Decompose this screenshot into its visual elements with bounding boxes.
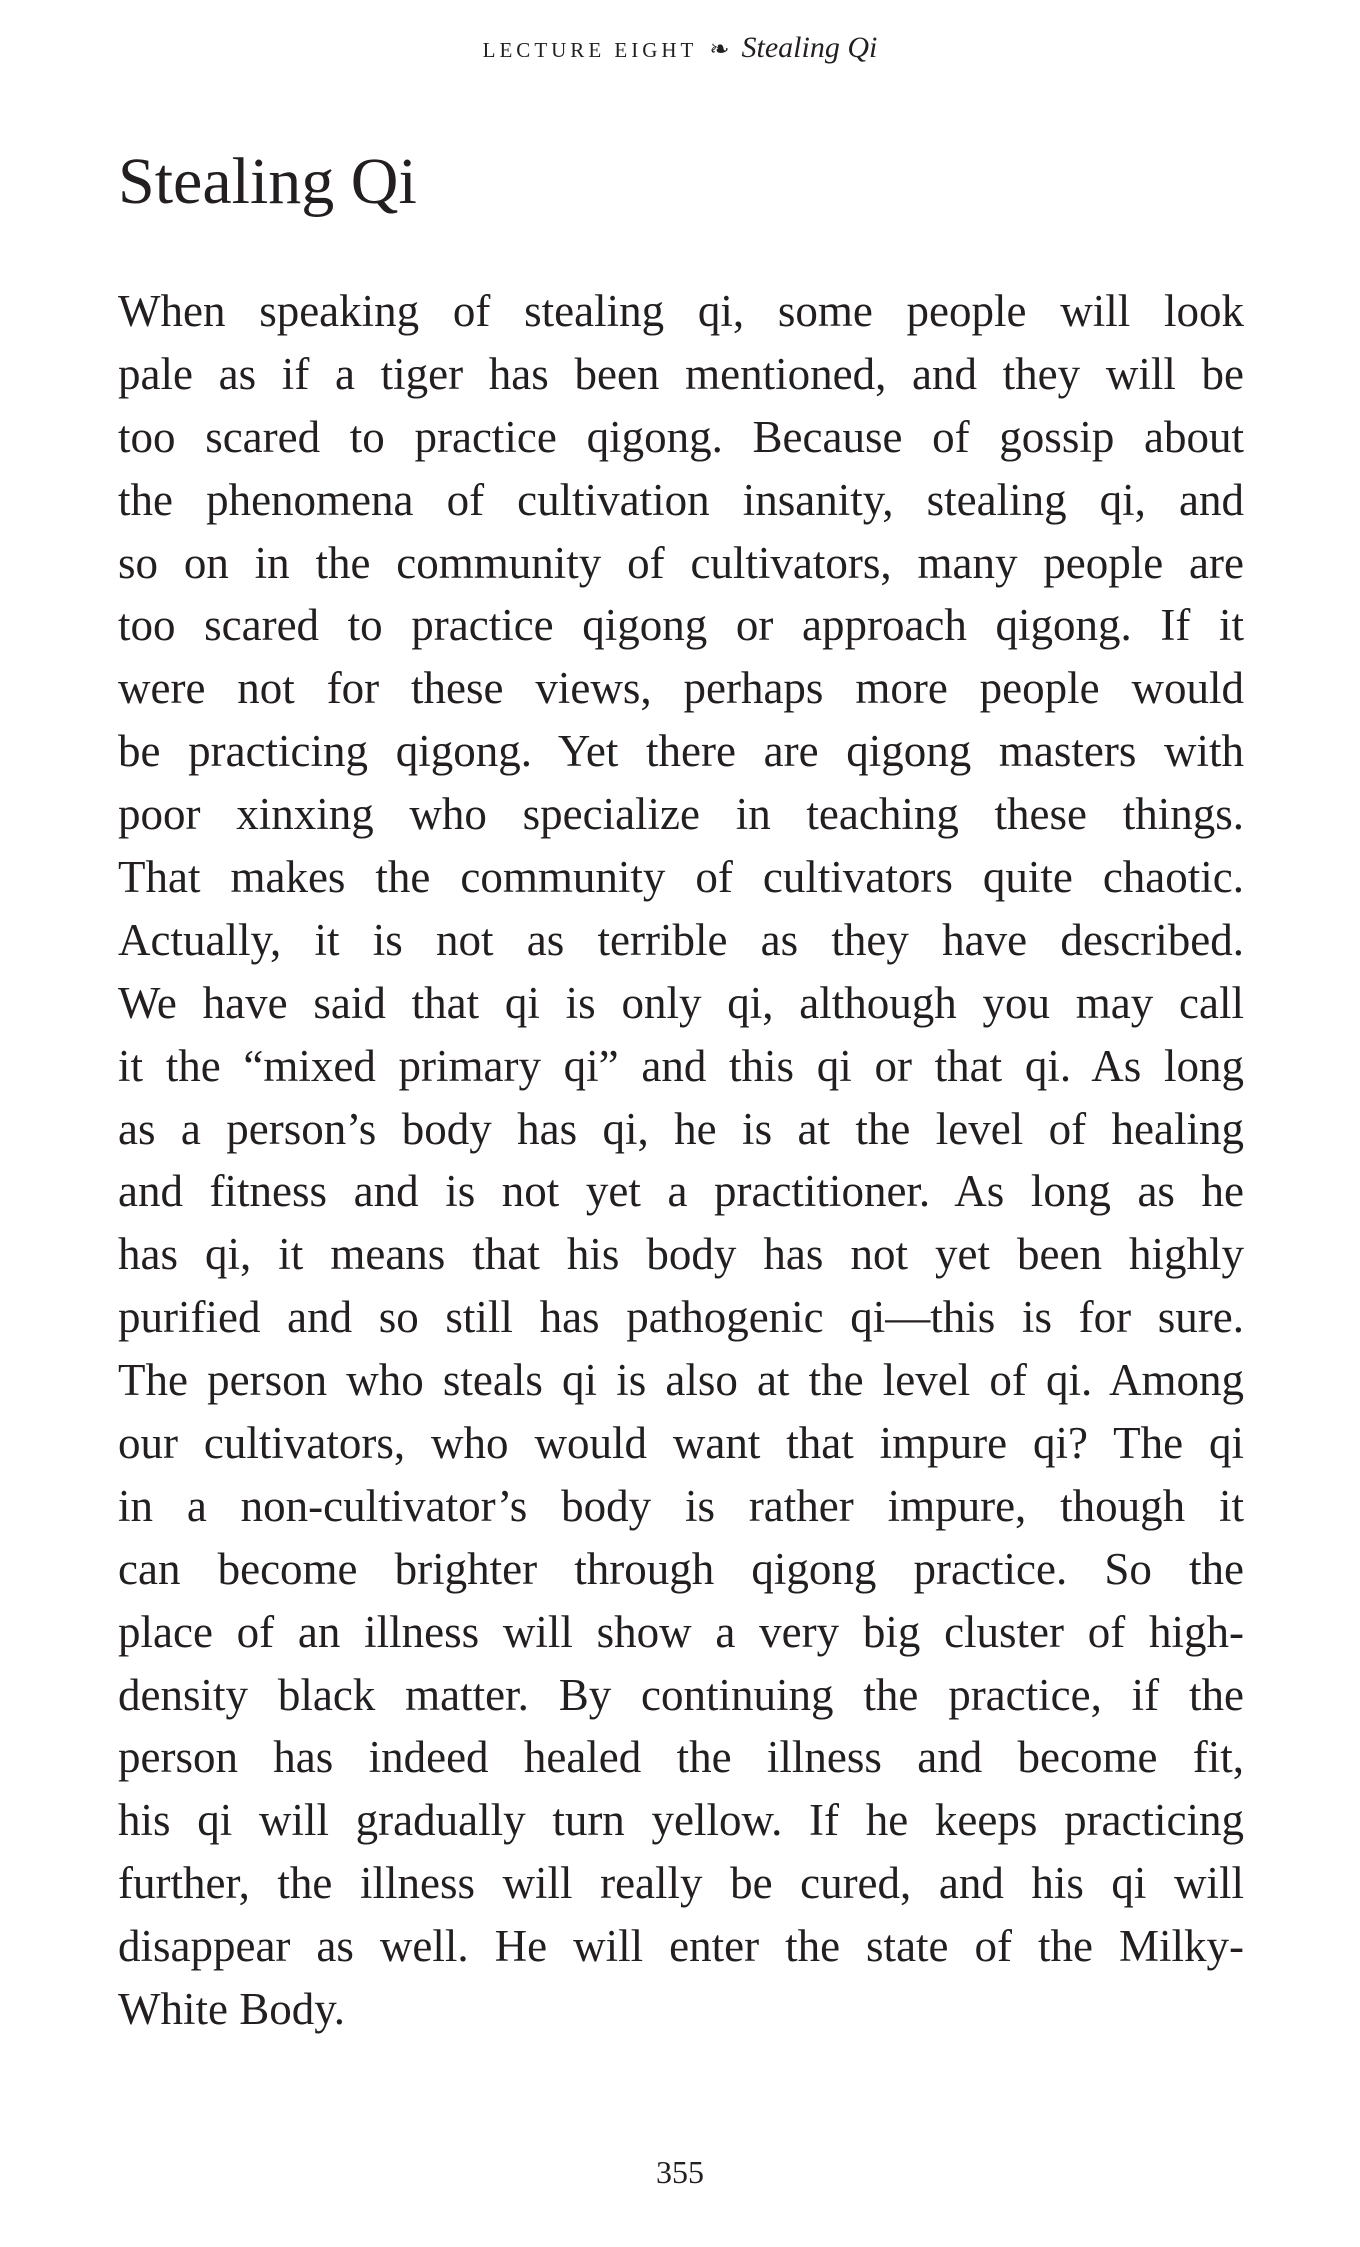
text-line: can become brighter through qigong practice. So the — [118, 1543, 1244, 1594]
text-line: pale as if a tiger has been mentioned, and they will be — [118, 348, 1244, 399]
text-line: too scared to practice qigong or approach qigong. If it — [118, 600, 1244, 651]
text-line: White Body. — [118, 1984, 346, 2035]
text-line: Actually, it is not as terrible as they have described. — [118, 914, 1244, 965]
text-line: further, the illness will really be cured, and his qi will — [118, 1858, 1244, 1909]
text-line: We have said that qi is only qi, although you may call — [118, 977, 1244, 1028]
text-line: it the “mixed primary qi” and this qi or that qi. As long — [118, 1040, 1244, 1091]
body-paragraph — [118, 280, 1244, 2041]
text-line: as a person’s body has qi, he is at the level of healing — [118, 1103, 1244, 1154]
text-line: the phenomena of cultivation insanity, stealing qi, and — [118, 474, 1244, 525]
text-line: be practicing qigong. Yet there are qigong masters with — [118, 726, 1244, 777]
text-line: in a non-cultivator’s body is rather impure, though it — [118, 1480, 1244, 1531]
text-line: place of an illness will show a very big cluster of high- — [118, 1606, 1244, 1657]
text-line: density black matter. By continuing the practice, if the — [118, 1669, 1244, 1720]
text-line: were not for these views, perhaps more people would — [118, 663, 1244, 714]
text-line: so on in the community of cultivators, many people are — [118, 537, 1244, 588]
text-line: person has indeed healed the illness and become fit, — [118, 1732, 1244, 1783]
text-line: poor xinxing who specialize in teaching these things. — [118, 789, 1244, 840]
page-number: 355 — [656, 2154, 704, 2190]
running-head — [0, 28, 1360, 70]
text-line: That makes the community of cultivators quite chaotic. — [118, 852, 1244, 903]
fleuron-icon: ❧ — [709, 37, 730, 63]
text-line: purified and so still has pathogenic qi—this is for sure. — [118, 1292, 1244, 1343]
text-line: disappear as well. He will enter the state of the Milky- — [118, 1921, 1244, 1972]
text-line: has qi, it means that his body has not yet been highly — [118, 1229, 1244, 1280]
running-head-title: Stealing Qi — [741, 31, 878, 64]
running-head-section: LECTURE EIGHT — [482, 38, 698, 62]
text-line: The person who steals qi is also at the level of qi. Among — [118, 1355, 1244, 1406]
text-line: our cultivators, who would want that impure qi? The qi — [118, 1418, 1244, 1469]
text-line: too scared to practice qigong. Because of gossip about — [118, 411, 1244, 462]
text-line: his qi will gradually turn yellow. If he keeps practicing — [118, 1795, 1244, 1846]
text-line: and fitness and is not yet a practitioner. As long as he — [118, 1166, 1244, 1217]
page-title: Stealing Qi — [118, 145, 417, 218]
text-line: When speaking of stealing qi, some people will look — [118, 286, 1244, 336]
